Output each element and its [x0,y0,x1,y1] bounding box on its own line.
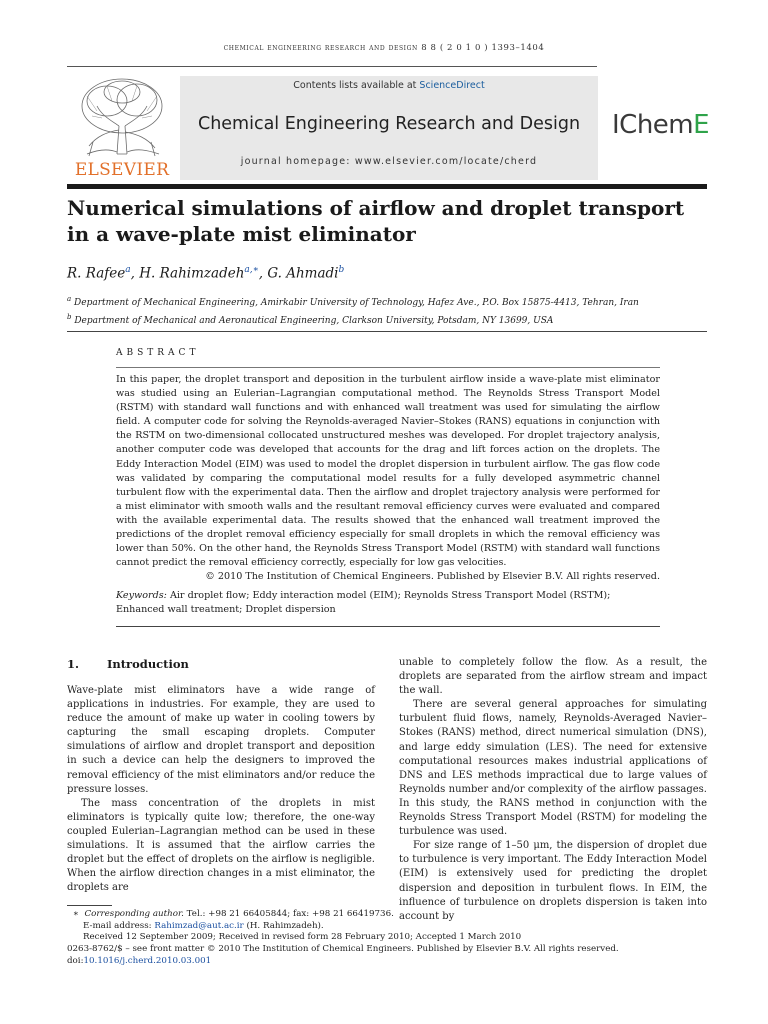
author-separator: , [130,265,140,282]
elsevier-logo [67,76,177,180]
left-column [67,684,375,895]
doi-line [67,956,707,968]
footnote-mark: ∗ [73,909,79,919]
doi-link[interactable]: 10.1016/j.cherd.2010.03.001 [83,955,212,966]
affiliation-mark: a [67,295,72,303]
icheme-suffix: E [693,110,710,140]
author-separator: , [258,265,268,282]
author-name: H. Rahimzadeh [139,265,245,282]
journal-title: Chemical Engineering Research and Design [197,114,581,134]
doi-label: doi: [67,955,84,966]
abstract-text: In this paper, the droplet transport and deposition in the turbulent airflow inside a wave-plate mist eliminator was studied using an Eulerian–Lagrangian computational method. The Reynolds Stress Transport Model (RSTM) with standard wall functions and with enhanced wall treatment was used for simulating the airflow field. A computer code for solving the Reynolds-averaged Navier–Stokes (RANS) equations in conjunction with the RSTM on two-dimensional collocated unstructured meshes was developed. For droplet trajectory analysis, another computer code was developed that accounts for the drag and lift forces action on the droplets. The Eddy Interaction Model (EIM) was used to model the droplet dispersion in turbulent airflow. The gas flow code was validated by comparing the computational model results for a fully developed asymmetric channel turbulent flow with the experimental data. Then the airflow and droplet trajectory analysis were performed for a mist eliminator with smooth walls and the resultant removal efficiency curves were evaluated and compared with the available experimental data. The results showed that the enhanced wall treatment improved the predictions of the droplet removal efficiency especially for small droplets in which the removal efficiency was lower than 50%. On the other hand, the Reynolds Stress Transport Model (RSTM) with standard wall functions cannot predict the removal efficiency correctly, especially for low gas velocities. [116,374,660,569]
journal-homepage[interactable]: journal homepage: www.elsevier.com/locate/cherd [240,156,538,167]
affiliation-b [67,311,707,329]
contents-prefix: Contents lists available at [293,80,420,91]
masthead-rule [67,184,707,189]
corresponding-label: Corresponding author. [84,909,184,919]
journal-masthead-panel [180,76,598,180]
elsevier-tree-icon [67,76,177,160]
author-name: R. Rafee [67,265,126,282]
issn-line: 0263-8762/$ – see front matter © 2010 The Institution of Chemical Engineers. Published by Elsevier B.V. All rights reserved. [67,944,619,955]
paper-title: Numerical simulations of airflow and droplet transport in a wave-plate mist eliminator [67,196,685,246]
email-suffix: (H. Rahimzadeh). [243,920,324,931]
affiliation-text: Department of Mechanical Engineering, Amirkabir University of Technology, Hafez Ave., P.O. Box 15875-4413, Tehran, Iran [71,298,639,308]
paragraph: For size range of 1–50 μm, the dispersion of droplet due to turbulence is very important. The Eddy Interaction Model (EIM) is extensively used for predicting the droplet dispersion and deposition in turbulent flows. In EIM, the influence of turbulence on droplets dispersion is taken into account by [399,840,707,922]
author-affil-mark[interactable]: a,∗ [244,265,259,275]
email-note [67,921,707,933]
author-affil-mark[interactable]: b [338,265,345,275]
email-label: E-mail address: [83,920,155,931]
running-header: chemical engineering research and design 8 8 ( 2 0 1 0 ) 1393–1404 [223,43,545,53]
right-column [399,656,707,924]
received-dates: Received 12 September 2009; Received in revised form 28 February 2010; Accepted 1 March 2010 [83,932,522,943]
header-rule [67,66,597,67]
abstract-heading: ABSTRACT [116,348,200,358]
section-heading [67,657,189,671]
abstract-rule-top [116,367,660,368]
paragraph: There are several general approaches for simulating turbulent fluid flows, namely, Reynolds-Averaged Navier–Stokes (RANS) method, direct numerical simulation (DNS), and large eddy simulation (LES). The need for extensive computational resources makes industrial applications of DNS and LES methods impractical due to large values of Reynolds number and/or complexity of the airflow passages. In this study, the RANS method in conjunction with the Reynolds Stress Transport Model (RSTM) for modeling the turbulence was used. [399,699,707,838]
paragraph: The mass concentration of the droplets in mist eliminators is typically quite low; therefore, the one-way coupled Eulerian–Lagrangian method can be used in these simulations. It is assumed that the airflow carries the droplet but the effect of droplets on the airflow is negligible. When the airflow direction changes in a mist eliminator, the droplets are [67,797,375,894]
author-list [67,265,344,282]
author-name: G. Ahmadi [267,265,339,282]
abstract-rule-bottom [116,626,660,627]
icheme-prefix: IChem [612,110,694,140]
affiliation-a [67,293,707,311]
corresponding-contact: Tel.: +98 21 66405844; fax: +98 21 66419736. [183,909,394,919]
abstract-copyright: © 2010 The Institution of Chemical Engineers. Published by Elsevier B.V. All rights reserved. [205,571,660,583]
elsevier-wordmark: ELSEVIER [74,160,170,180]
affiliation-rule [67,331,707,332]
footnote-rule [67,905,112,906]
corresponding-author-note [67,909,707,921]
paragraph: unable to completely follow the flow. As a result, the droplets are separated from the airflow stream and impact the wall. [399,657,707,697]
section-title: Introduction [107,657,189,671]
email-link[interactable]: Rahimzad@aut.ac.ir [154,920,244,931]
sciencedirect-link[interactable]: ScienceDirect [419,80,485,91]
author-affil-mark[interactable]: a [125,265,131,275]
keywords [116,589,660,617]
section-number: 1. [67,657,80,671]
keywords-text: Air droplet flow; Eddy interaction model (EIM); Reynolds Stress Transport Model (RSTM); Enhanced wall treatment; Droplet dispersion [116,590,611,616]
footnotes [67,909,707,968]
abstract-body [116,373,660,584]
icheme-logo [612,110,709,140]
contents-line [180,80,598,91]
paragraph: Wave-plate mist eliminators have a wide range of applications in industries. For example, they are used to reduce the amount of make up water in cooling towers by capturing the small escaping droplets. Computer simulations of airflow and droplet transport and deposition in such a device can help the designers to improved the removal efficiency of the mist eliminators and/or reduce the pressure losses. [67,685,375,795]
affiliation-mark: b [67,312,72,321]
affiliations [67,293,707,328]
keywords-label: Keywords: [116,590,167,601]
affiliation-text: Department of Mechanical and Aeronautical Engineering, Clarkson University, Potsdam, NY 13699, USA [71,315,554,326]
